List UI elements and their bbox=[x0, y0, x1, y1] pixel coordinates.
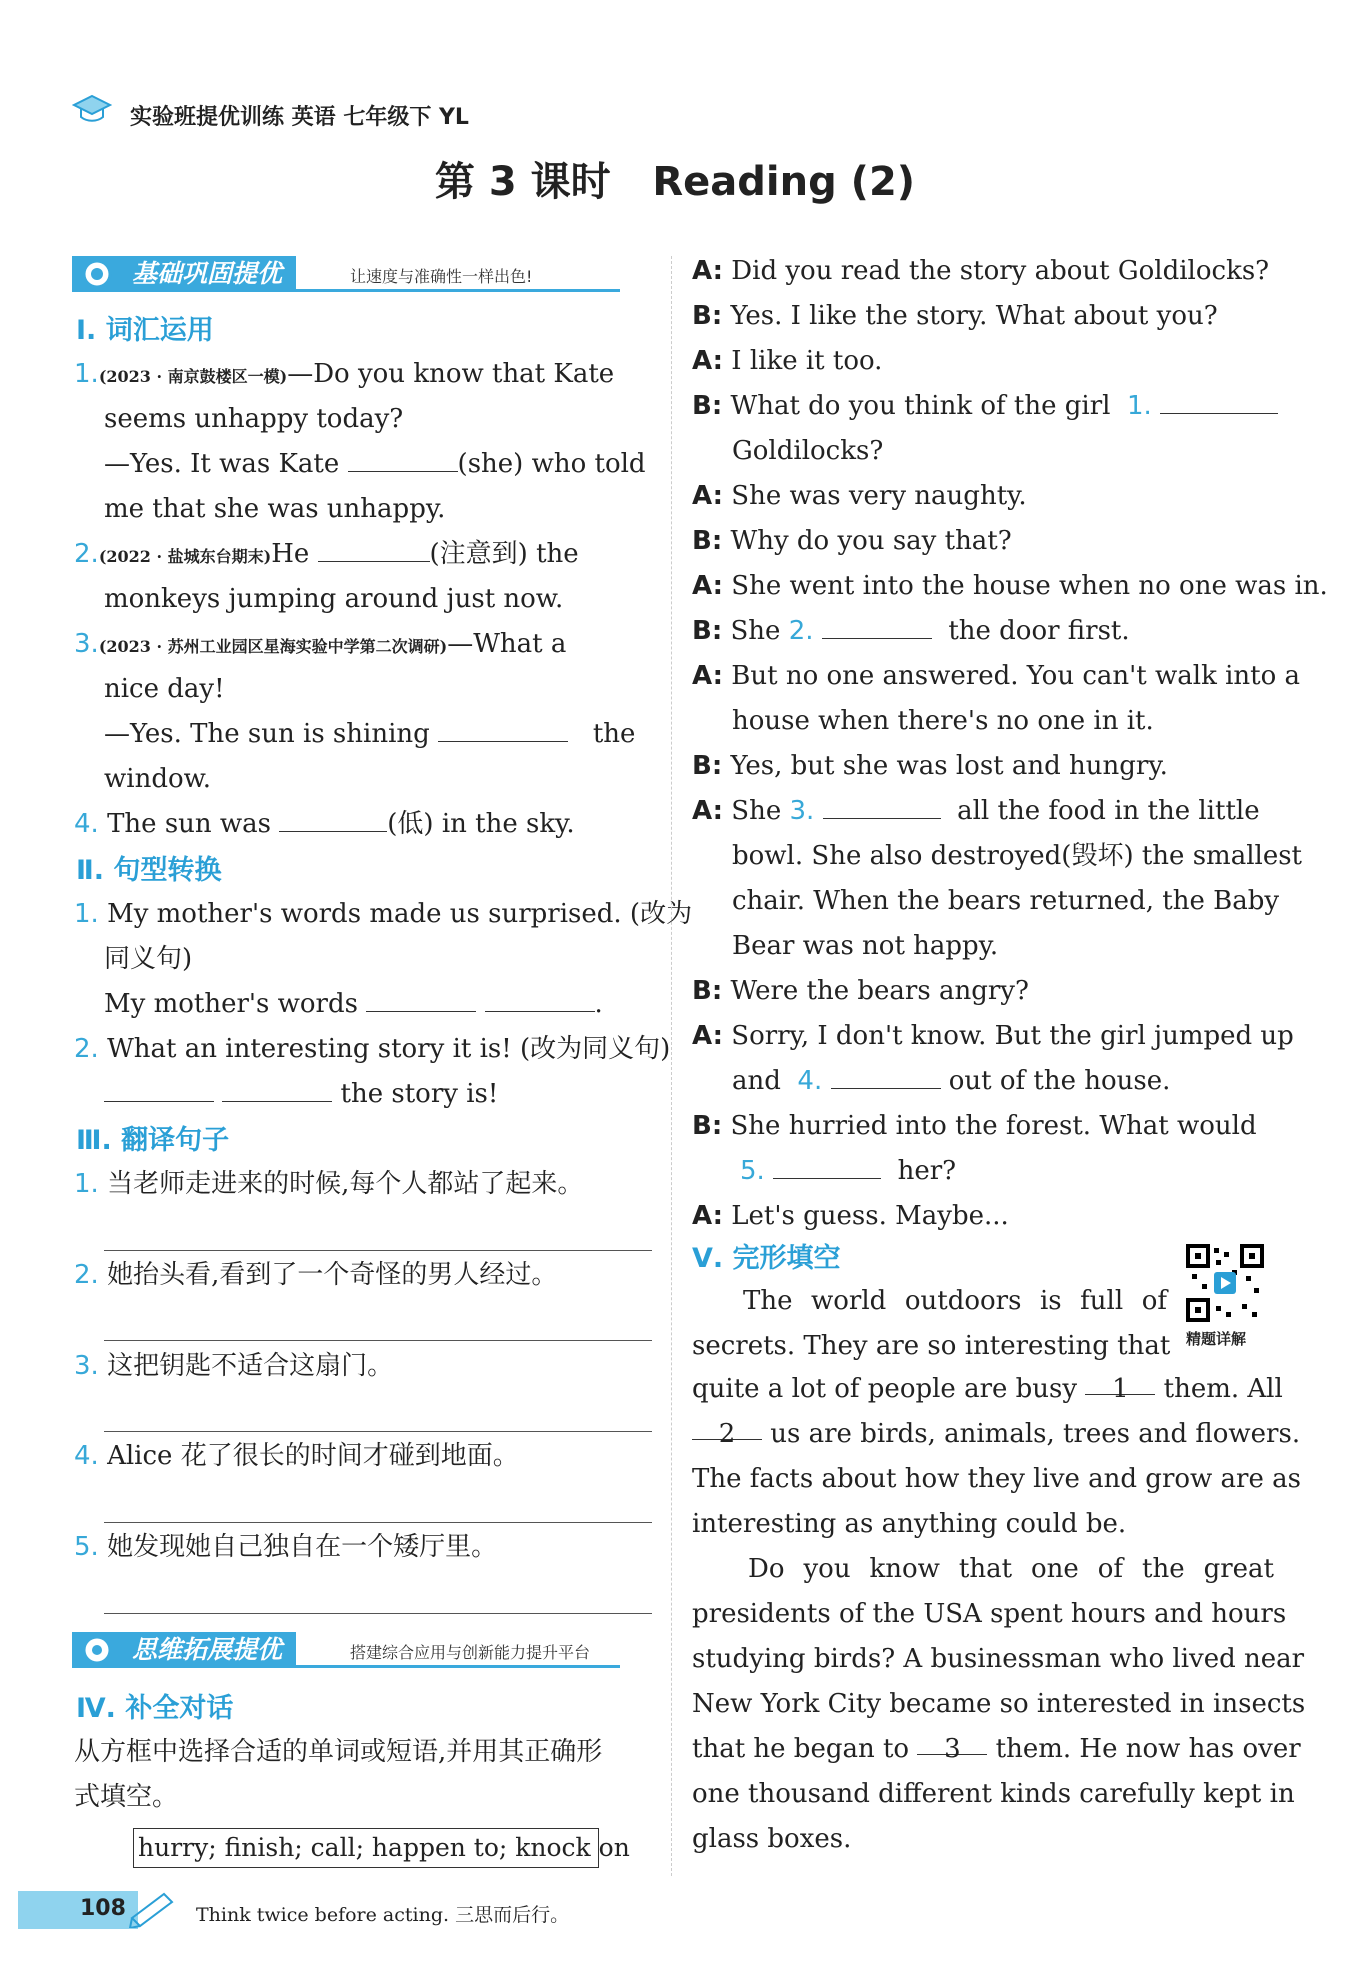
answer-blank[interactable] bbox=[1160, 386, 1278, 414]
cloze-blank-1[interactable]: 1 bbox=[1085, 1367, 1155, 1395]
dialogue-line: B: Were the bears angry? bbox=[692, 976, 1029, 1006]
answer-line[interactable] bbox=[104, 1613, 652, 1614]
footer-motto: Think twice before acting. 三思而后行。 bbox=[196, 1904, 570, 1926]
dialogue-line: A: She went into the house when no one was in. bbox=[692, 571, 1328, 601]
answer-blank[interactable] bbox=[222, 1074, 332, 1102]
qr-code-icon[interactable] bbox=[1186, 1244, 1264, 1322]
section-heading: Ⅱ. 句型转换 bbox=[76, 855, 222, 886]
dialogue-line: B: Yes, but she was lost and hungry. bbox=[692, 751, 1168, 781]
passage-line: glass boxes. bbox=[692, 1824, 852, 1854]
passage-line: secrets. They are so interesting that bbox=[692, 1331, 1171, 1361]
cloze-blank-2[interactable]: 2 bbox=[692, 1412, 762, 1440]
dialogue-line: A: Sorry, I don't know. But the girl jumped up bbox=[692, 1021, 1294, 1051]
passage-line: The facts about how they live and grow are as bbox=[692, 1464, 1301, 1494]
section-heading: Ⅳ. 补全对话 bbox=[76, 1693, 234, 1724]
section-banner-extension bbox=[72, 1632, 620, 1668]
dialogue-line: A: I like it too. bbox=[692, 346, 883, 376]
answer-blank[interactable] bbox=[485, 984, 595, 1012]
column-divider bbox=[671, 256, 672, 1876]
header-logo-icon bbox=[72, 92, 112, 126]
answer-blank[interactable] bbox=[831, 1061, 941, 1089]
dialogue-line: B: What do you think of the girl 1. bbox=[692, 384, 1278, 429]
qr-label: 精题详解 bbox=[1186, 1330, 1247, 1348]
lesson-topic: Reading (2) bbox=[652, 159, 916, 205]
answer-line[interactable] bbox=[104, 1431, 652, 1432]
cloze-blank-3[interactable]: 3 bbox=[917, 1727, 987, 1755]
header-book-title: 实验班提优训练 英语 七年级下 YL bbox=[130, 105, 469, 130]
answer-blank[interactable] bbox=[279, 804, 387, 832]
answer-blank[interactable] bbox=[823, 791, 941, 819]
lesson-number: 第 3 课时 bbox=[434, 159, 611, 205]
banner-label: 思维拓展提优 bbox=[72, 1632, 296, 1668]
answer-blank[interactable] bbox=[348, 444, 458, 472]
section-heading: Ⅲ. 翻译句子 bbox=[76, 1125, 230, 1156]
passage-line: one thousand different kinds carefully kept in bbox=[692, 1779, 1295, 1809]
answer-blank[interactable] bbox=[438, 714, 568, 742]
translation-item: 4. Alice 花了很长的时间才碰到地面。 bbox=[74, 1441, 519, 1471]
question-2: 2.(2022 · 盐城东台期末)He (注意到) the bbox=[74, 532, 579, 579]
instructions: 从方框中选择合适的单词或短语,并用其正确形 bbox=[74, 1737, 603, 1767]
answer-blank[interactable] bbox=[822, 611, 932, 639]
flower-icon bbox=[82, 1635, 112, 1665]
banner-note: 让速度与准确性一样出色! bbox=[350, 267, 533, 286]
question-3: 3.(2023 · 苏州工业园区星海实验中学第二次调研)—What a bbox=[74, 629, 567, 659]
dialogue-line: A: She was very naughty. bbox=[692, 481, 1027, 511]
dialogue-line: B: She 2. the door first. bbox=[692, 609, 1130, 654]
passage-line: The world outdoors is full of bbox=[743, 1286, 1167, 1316]
section-heading: Ⅰ. 词汇运用 bbox=[76, 315, 214, 346]
banner-label: 基础巩固提优 bbox=[72, 256, 296, 292]
translation-item: 2. 她抬头看,看到了一个奇怪的男人经过。 bbox=[74, 1260, 558, 1290]
question-1: 1. My mother's words made us surprised. (改为 bbox=[74, 899, 693, 929]
passage-line: interesting as anything could be. bbox=[692, 1509, 1127, 1539]
passage-line: studying birds? A businessman who lived near bbox=[692, 1644, 1305, 1674]
translation-item: 5. 她发现她自己独自在一个矮厅里。 bbox=[74, 1532, 498, 1562]
passage-line: Do you know that one of the great bbox=[748, 1554, 1274, 1584]
page-number: 108 bbox=[80, 1896, 126, 1921]
section-banner-basic bbox=[72, 256, 620, 292]
question-2: 2. What an interesting story it is! (改为同义句) bbox=[74, 1034, 671, 1064]
dialogue-line: A: But no one answered. You can't walk into a bbox=[692, 661, 1301, 691]
page-title bbox=[0, 150, 1350, 207]
translation-item: 3. 这把钥匙不适合这扇门。 bbox=[74, 1351, 394, 1381]
answer-blank[interactable] bbox=[104, 1074, 214, 1102]
passage-line: that he began to 3 them. He now has over bbox=[692, 1727, 1301, 1772]
dialogue-line: B: Yes. I like the story. What about you? bbox=[692, 301, 1218, 331]
passage-line: quite a lot of people are busy 1 them. All bbox=[692, 1367, 1283, 1412]
pencil-icon bbox=[128, 1888, 180, 1928]
answer-line[interactable] bbox=[104, 1340, 652, 1341]
dialogue-line: B: Why do you say that? bbox=[692, 526, 1012, 556]
passage-line: New York City became so interested in insects bbox=[692, 1689, 1306, 1719]
target-icon bbox=[82, 259, 112, 289]
answer-line[interactable] bbox=[104, 1522, 652, 1523]
passage-line: presidents of the USA spent hours and hours bbox=[692, 1599, 1287, 1629]
answer-blank[interactable] bbox=[773, 1151, 881, 1179]
question-1: 1.(2023 · 南京鼓楼区一模)—Do you know that Kate bbox=[74, 359, 615, 389]
translation-item: 1. 当老师走进来的时候,每个人都站了起来。 bbox=[74, 1169, 584, 1199]
answer-blank[interactable] bbox=[366, 984, 476, 1012]
instructions-cont: 式填空。 bbox=[74, 1782, 179, 1812]
section-heading: Ⅴ. 完形填空 bbox=[692, 1243, 841, 1274]
dialogue-line: A: Let's guess. Maybe... bbox=[692, 1201, 1009, 1231]
question-4: 4. The sun was (低) in the sky. bbox=[74, 802, 575, 847]
dialogue-line: B: She hurried into the forest. What would bbox=[692, 1111, 1257, 1141]
answer-blank[interactable] bbox=[318, 534, 430, 562]
word-box: hurry; finish; call; happen to; knock on bbox=[133, 1828, 599, 1868]
passage-line: 2 us are birds, animals, trees and flowers. bbox=[692, 1412, 1300, 1457]
dialogue-line: A: She 3. all the food in the little bbox=[692, 789, 1260, 834]
dialogue-line: A: Did you read the story about Goldilocks? bbox=[692, 256, 1270, 286]
banner-note: 搭建综合应用与创新能力提升平台 bbox=[350, 1643, 591, 1662]
answer-line[interactable] bbox=[104, 1250, 652, 1251]
